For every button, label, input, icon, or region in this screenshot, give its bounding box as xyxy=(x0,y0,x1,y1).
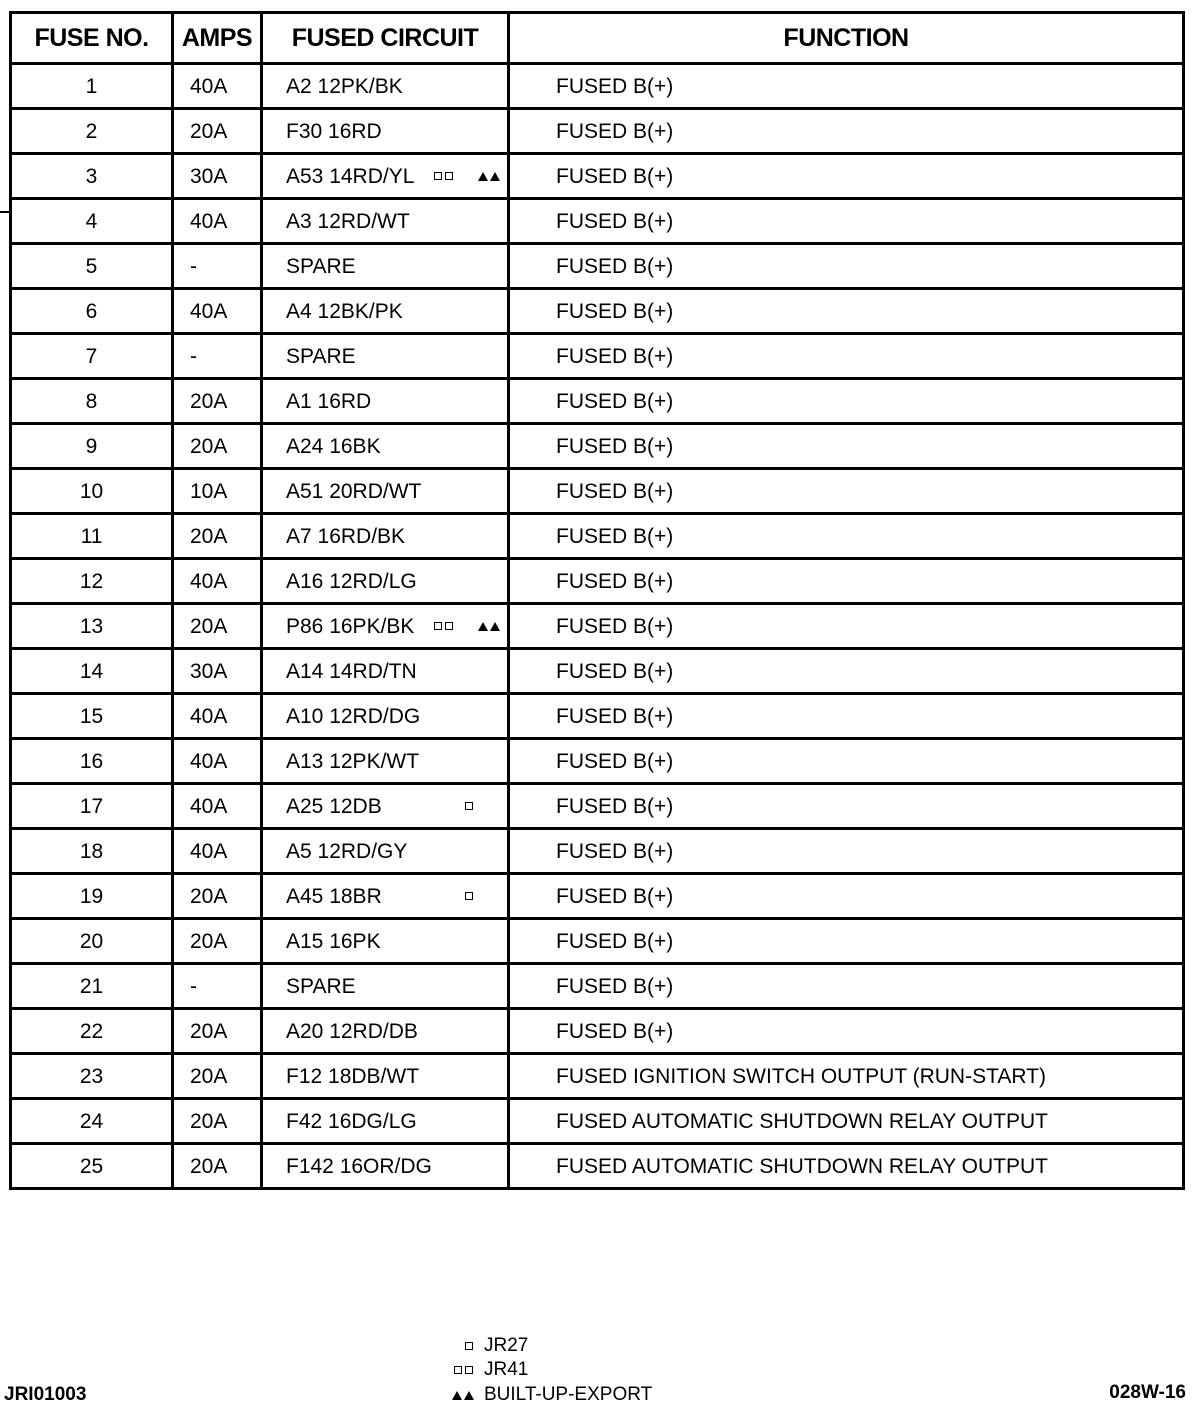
fused-circuit xyxy=(262,829,509,874)
fused-circuit xyxy=(262,334,509,379)
fuse-amps: - xyxy=(173,244,262,289)
fused-circuit xyxy=(262,739,509,784)
legend-jr41 xyxy=(436,1359,528,1381)
header-amps: AMPS xyxy=(173,13,262,64)
fuse-number: 1 xyxy=(11,64,173,109)
fused-circuit xyxy=(262,244,509,289)
fuse-number: 2 xyxy=(11,109,173,154)
fuse-number: 4 xyxy=(11,199,173,244)
fuse-function: FUSED B(+) xyxy=(509,604,1184,649)
fuse-number: 14 xyxy=(11,649,173,694)
fuse-function: FUSED B(+) xyxy=(509,694,1184,739)
fuse-amps: 40A xyxy=(173,784,262,829)
fused-circuit-label: A20 12RD/DB xyxy=(286,1019,418,1043)
fuse-number: 9 xyxy=(11,424,173,469)
table-row xyxy=(11,694,1184,739)
fused-circuit xyxy=(262,514,509,559)
fuse-function: FUSED B(+) xyxy=(509,784,1184,829)
fuse-amps: - xyxy=(173,964,262,1009)
fuse-number: 11 xyxy=(11,514,173,559)
single-square-icon xyxy=(436,1342,476,1350)
fused-circuit-label: A1 16RD xyxy=(286,389,372,413)
fused-circuit-label: F142 16OR/DG xyxy=(286,1154,432,1178)
header-function: FUNCTION xyxy=(509,13,1184,64)
fuse-number: 24 xyxy=(11,1099,173,1144)
fuse-function: FUSED B(+) xyxy=(509,334,1184,379)
table-row xyxy=(11,244,1184,289)
table-row xyxy=(11,604,1184,649)
fuse-amps: 20A xyxy=(173,424,262,469)
fused-circuit xyxy=(262,964,509,1009)
fuse-function: FUSED B(+) xyxy=(509,424,1184,469)
fused-circuit-label: A3 12RD/WT xyxy=(286,209,410,233)
fuse-function: FUSED B(+) xyxy=(509,559,1184,604)
fuse-amps: 20A xyxy=(173,1009,262,1054)
fused-circuit-label: A4 12BK/PK xyxy=(286,299,403,323)
fuse-amps: 40A xyxy=(173,559,262,604)
fuse-function: FUSED B(+) xyxy=(509,649,1184,694)
document-code-right: 028W-16 xyxy=(1109,1382,1186,1403)
fuse-amps: 40A xyxy=(173,199,262,244)
fuse-amps: 40A xyxy=(173,694,262,739)
table-row xyxy=(11,109,1184,154)
jr41-export-marker-icon xyxy=(434,622,502,631)
fuse-amps: 20A xyxy=(173,1054,262,1099)
fuse-number: 21 xyxy=(11,964,173,1009)
fuse-number: 7 xyxy=(11,334,173,379)
fuse-function: FUSED AUTOMATIC SHUTDOWN RELAY OUTPUT xyxy=(509,1144,1184,1189)
legend-jr27 xyxy=(436,1335,528,1357)
fused-circuit xyxy=(262,64,509,109)
fuse-table xyxy=(9,11,1185,1190)
fused-circuit xyxy=(262,919,509,964)
fuse-function: FUSED B(+) xyxy=(509,964,1184,1009)
table-row xyxy=(11,559,1184,604)
table-row xyxy=(11,1144,1184,1189)
table-row xyxy=(11,649,1184,694)
fused-circuit xyxy=(262,604,509,649)
double-square-icon xyxy=(436,1366,476,1374)
fused-circuit xyxy=(262,649,509,694)
fused-circuit-label: A2 12PK/BK xyxy=(286,74,403,98)
fused-circuit-label: A15 16PK xyxy=(286,929,381,953)
fused-circuit-label: A13 12PK/WT xyxy=(286,749,420,773)
table-row xyxy=(11,739,1184,784)
fused-circuit-label: A14 14RD/TN xyxy=(286,659,417,683)
fused-circuit xyxy=(262,1054,509,1099)
fuse-amps: 20A xyxy=(173,919,262,964)
fused-circuit-label: F30 16RD xyxy=(286,119,382,143)
jr41-export-marker-icon xyxy=(434,172,502,181)
fuse-amps: - xyxy=(173,334,262,379)
fused-circuit xyxy=(262,289,509,334)
fused-circuit xyxy=(262,559,509,604)
jr27-marker-icon xyxy=(465,892,476,900)
fuse-amps: 20A xyxy=(173,1144,262,1189)
table-row xyxy=(11,469,1184,514)
table-row xyxy=(11,784,1184,829)
fuse-function: FUSED B(+) xyxy=(509,874,1184,919)
table-row xyxy=(11,1009,1184,1054)
fused-circuit xyxy=(262,694,509,739)
header-fuse-no: FUSE NO. xyxy=(11,13,173,64)
fused-circuit-label: F12 18DB/WT xyxy=(286,1064,420,1088)
fuse-amps: 30A xyxy=(173,649,262,694)
table-row xyxy=(11,424,1184,469)
fuse-amps: 20A xyxy=(173,1099,262,1144)
fused-circuit xyxy=(262,379,509,424)
fuse-number: 10 xyxy=(11,469,173,514)
fuse-function: FUSED AUTOMATIC SHUTDOWN RELAY OUTPUT xyxy=(509,1099,1184,1144)
fuse-amps: 40A xyxy=(173,64,262,109)
fuse-function: FUSED B(+) xyxy=(509,199,1184,244)
fuse-number: 18 xyxy=(11,829,173,874)
fuse-function: FUSED IGNITION SWITCH OUTPUT (RUN-START) xyxy=(509,1054,1184,1099)
fused-circuit xyxy=(262,109,509,154)
header-circuit: FUSED CIRCUIT xyxy=(262,13,509,64)
fused-circuit xyxy=(262,1144,509,1189)
fuse-function: FUSED B(+) xyxy=(509,739,1184,784)
fuse-number: 12 xyxy=(11,559,173,604)
fused-circuit-label: A24 16BK xyxy=(286,434,381,458)
table-row xyxy=(11,199,1184,244)
legend-jr41-label: JR41 xyxy=(484,1359,529,1380)
fuse-number: 23 xyxy=(11,1054,173,1099)
fused-circuit-label: A51 20RD/WT xyxy=(286,479,422,503)
table-row xyxy=(11,919,1184,964)
fuse-function: FUSED B(+) xyxy=(509,469,1184,514)
fuse-number: 19 xyxy=(11,874,173,919)
fuse-function: FUSED B(+) xyxy=(509,514,1184,559)
fuse-number: 8 xyxy=(11,379,173,424)
fused-circuit-label: SPARE xyxy=(286,254,356,278)
fuse-number: 3 xyxy=(11,154,173,199)
fuse-amps: 20A xyxy=(173,514,262,559)
fused-circuit-label: A5 12RD/GY xyxy=(286,839,408,863)
fuse-number: 20 xyxy=(11,919,173,964)
fuse-function: FUSED B(+) xyxy=(509,244,1184,289)
fuse-number: 17 xyxy=(11,784,173,829)
table-row xyxy=(11,154,1184,199)
fuse-number: 5 xyxy=(11,244,173,289)
fused-circuit xyxy=(262,1009,509,1054)
table-row xyxy=(11,379,1184,424)
fused-circuit xyxy=(262,1099,509,1144)
fuse-number: 22 xyxy=(11,1009,173,1054)
fuse-number: 13 xyxy=(11,604,173,649)
fuse-number: 16 xyxy=(11,739,173,784)
legend-export-label: BUILT-UP-EXPORT xyxy=(484,1384,653,1405)
fused-circuit-label: A45 18BR xyxy=(286,884,382,908)
fused-circuit-label: A7 16RD/BK xyxy=(286,524,406,548)
fuse-amps: 40A xyxy=(173,739,262,784)
table-row xyxy=(11,964,1184,1009)
fuse-function: FUSED B(+) xyxy=(509,109,1184,154)
fuse-function: FUSED B(+) xyxy=(509,919,1184,964)
fuse-function: FUSED B(+) xyxy=(509,1009,1184,1054)
fuse-function: FUSED B(+) xyxy=(509,379,1184,424)
fuse-amps: 10A xyxy=(173,469,262,514)
legend-jr27-label: JR27 xyxy=(484,1335,529,1356)
fuse-amps: 40A xyxy=(173,289,262,334)
double-triangle-icon xyxy=(436,1391,476,1400)
header-row xyxy=(11,13,1184,64)
fuse-number: 15 xyxy=(11,694,173,739)
fuse-number: 6 xyxy=(11,289,173,334)
fused-circuit-label: A53 14RD/YL xyxy=(286,164,415,188)
fused-circuit-label: A10 12RD/DG xyxy=(286,704,421,728)
table-row xyxy=(11,1099,1184,1144)
fused-circuit-label: P86 16PK/BK xyxy=(286,614,415,638)
fused-circuit-label: A25 12DB xyxy=(286,794,382,818)
fuse-amps: 40A xyxy=(173,829,262,874)
fused-circuit xyxy=(262,784,509,829)
legend-export xyxy=(436,1384,652,1406)
fuse-function: FUSED B(+) xyxy=(509,289,1184,334)
fuse-function: FUSED B(+) xyxy=(509,154,1184,199)
document-code-left: JRI01003 xyxy=(4,1384,87,1405)
fuse-amps: 20A xyxy=(173,604,262,649)
fuse-function: FUSED B(+) xyxy=(509,64,1184,109)
fused-circuit-label: A16 12RD/LG xyxy=(286,569,417,593)
fused-circuit xyxy=(262,199,509,244)
fuse-table-body xyxy=(11,64,1184,1189)
table-row xyxy=(11,874,1184,919)
table-row xyxy=(11,1054,1184,1099)
fuse-amps: 20A xyxy=(173,109,262,154)
fuse-function: FUSED B(+) xyxy=(509,829,1184,874)
fused-circuit xyxy=(262,469,509,514)
fuse-amps: 30A xyxy=(173,154,262,199)
fuse-amps: 20A xyxy=(173,874,262,919)
table-row xyxy=(11,514,1184,559)
fused-circuit xyxy=(262,874,509,919)
fused-circuit xyxy=(262,154,509,199)
fused-circuit-label: F42 16DG/LG xyxy=(286,1109,417,1133)
table-row xyxy=(11,289,1184,334)
table-row xyxy=(11,829,1184,874)
jr27-marker-icon xyxy=(465,802,476,810)
table-row xyxy=(11,64,1184,109)
fused-circuit xyxy=(262,424,509,469)
fused-circuit-label: SPARE xyxy=(286,974,356,998)
fuse-number: 25 xyxy=(11,1144,173,1189)
fuse-amps: 20A xyxy=(173,379,262,424)
table-row xyxy=(11,334,1184,379)
fused-circuit-label: SPARE xyxy=(286,344,356,368)
